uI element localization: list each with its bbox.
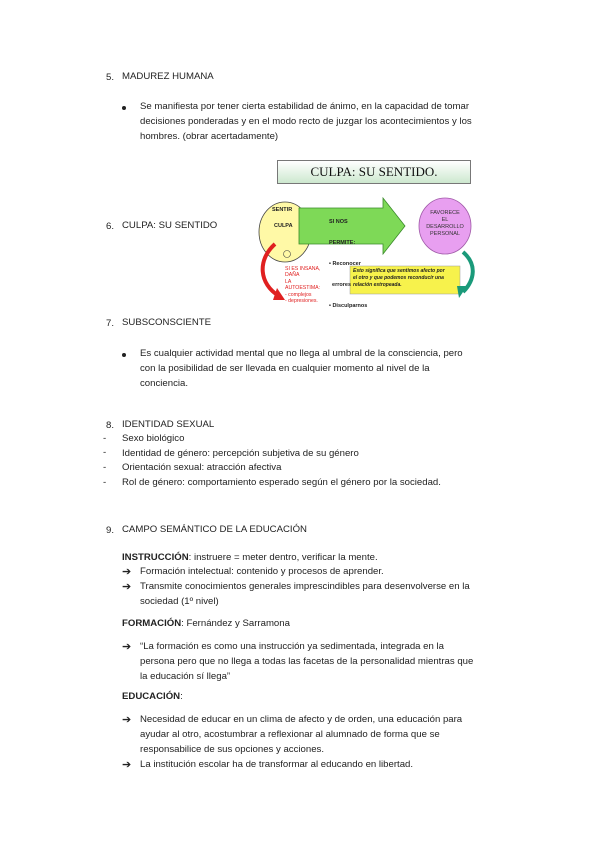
section-heading: MADUREZ HUMANA [122, 71, 214, 82]
section-number: 8. [105, 420, 114, 431]
arrow-icon: ➔ [122, 581, 132, 593]
term: FORMACIÓN [122, 618, 182, 629]
dash-bullet: - [103, 447, 107, 458]
insana-text: AUTOESTIMA: [285, 285, 321, 292]
paragraph-line: hombres. (obrar acertadamente) [140, 131, 279, 142]
favorece-text: FAVORECE [430, 210, 460, 216]
term: EDUCACIÓN [122, 691, 181, 702]
insana-text: - depresiones. [285, 298, 318, 305]
permite-text: errores [329, 282, 352, 288]
list-item: responsabilice de sus opciones y acciones. [140, 744, 324, 755]
note-text: Esto significa que sentimos afecto por [353, 268, 445, 274]
list-item: La institución escolar ha de transformar al educando en libertad. [140, 759, 414, 770]
section-number: 6. [105, 221, 114, 232]
insana-text: LA [285, 278, 292, 285]
term-definition: : Fernández y Sarramona [181, 618, 290, 629]
diagram-title: CULPA: SU SENTIDO. [277, 160, 471, 184]
section-heading: CAMPO SEMÁNTICO DE LA EDUCACIÓN [122, 524, 307, 535]
dash-bullet: - [103, 462, 107, 473]
term-definition: : [180, 691, 183, 702]
list-item: Transmite conocimientos generales imprescindibles para desenvolverse en la [140, 581, 470, 592]
paragraph-line: con la posibilidad de ser llevada en cualquier momento al nivel de la [140, 363, 430, 374]
note-text: relación estropeada. [353, 282, 402, 288]
arrow-icon: ➔ [122, 566, 132, 578]
arrow-icon: ➔ [122, 714, 132, 726]
insana-text: SI ES INSANA, [285, 266, 321, 272]
small-bubble-icon [284, 251, 291, 258]
list-item: sociedad (1º nivel) [140, 596, 219, 607]
arrow-icon: ➔ [122, 641, 132, 653]
quote-line: “La formación es como una instrucción ya sedimentada, integrada en la [140, 641, 444, 652]
list-item: Orientación sexual: atracción afectiva [122, 462, 282, 473]
favorece-text: EL [441, 217, 449, 223]
dash-bullet: - [103, 433, 107, 444]
permite-text: • Disculparnos [329, 303, 368, 309]
list-item: ayudar al otro, acostumbrar a reflexionar al alumnado de forma que se [140, 729, 440, 740]
permite-text: SI NOS [329, 219, 348, 225]
list-item: Identidad de género: percepción subjetiva de su género [122, 448, 359, 459]
quote-line: persona pero que no llega a todas las facetas de la personalidad mientras que [140, 656, 474, 667]
favorece-text: DESARROLLO [426, 224, 464, 230]
paragraph-line: conciencia. [140, 378, 188, 389]
formacion-heading [122, 617, 290, 632]
insana-text: - complejos [285, 291, 312, 298]
note-text: el otro y que podemos reconducir una [353, 275, 444, 281]
bullet-icon [122, 353, 126, 357]
educacion-heading [122, 690, 183, 705]
list-item: Rol de género: comportamiento esperado según el género por la sociedad. [122, 477, 441, 488]
paragraph-line: Es cualquier actividad mental que no llega al umbral de la consciencia, pero [140, 348, 463, 359]
favorece-text: PERSONAL [430, 231, 460, 237]
list-item: Necesidad de educar en un clima de afecto y de orden, una educación para [140, 714, 463, 725]
permite-text: • Reconocer [329, 261, 361, 267]
section-number: 7. [105, 318, 114, 329]
paragraph-line: decisiones ponderadas y en el modo recto de juzgar los acontecimientos y los [140, 116, 472, 127]
section-number: 9. [105, 525, 114, 536]
term-definition: : instruere = meter dentro, verificar la mente. [188, 552, 378, 563]
permite-text: PERMITE: [329, 240, 356, 246]
quote-line: la educación sí llega” [140, 671, 231, 682]
section-number: 5. [105, 72, 114, 83]
section-heading: IDENTIDAD SEXUAL [122, 419, 215, 430]
bullet-icon [122, 106, 126, 110]
arrow-icon: ➔ [122, 759, 132, 771]
bubble-text: CULPA [274, 223, 293, 229]
instruccion-heading [122, 551, 378, 566]
section-heading: SUBSCONSCIENTE [122, 317, 212, 328]
list-item: Formación intelectual: contenido y procesos de aprender. [140, 566, 384, 577]
bubble-text: SENTIR [272, 207, 293, 213]
dash-bullet: - [103, 477, 107, 488]
term: INSTRUCCIÓN [122, 552, 189, 563]
paragraph-line: Se manifiesta por tener cierta estabilidad de ánimo, en la capacidad de tomar [140, 101, 470, 112]
section-heading: CULPA: SU SENTIDO [122, 220, 218, 231]
list-item: Sexo biológico [122, 433, 185, 444]
culpa-diagram [255, 160, 475, 310]
insana-text: DAÑA [285, 272, 300, 279]
